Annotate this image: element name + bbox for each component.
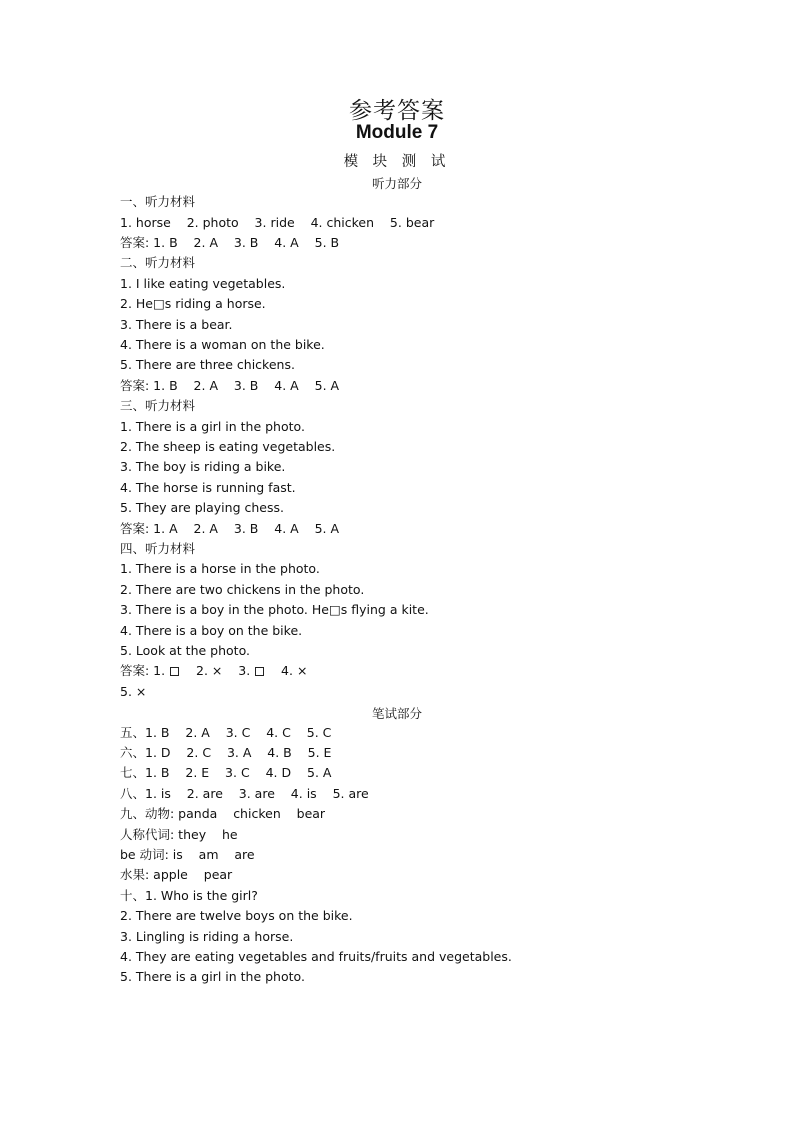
part2-title: 二、听力材料 [120,255,196,270]
written-line-7: 七、1. B 2. E 3. C 4. D 5. A [120,765,332,780]
part2-line-5: 5. There are three chickens. [120,357,295,372]
part3-line-3: 3. The boy is riding a bike. [120,459,286,474]
part1-answer: 答案: 1. B 2. A 3. B 4. A 5. B [120,235,340,250]
written-pronouns: 人称代词: they he [120,827,238,842]
part2-line-2: 2. He□s riding a horse. [120,296,266,311]
written-be-verbs: be 动词: is am are [120,847,255,862]
written-line-5: 五、1. B 2. A 3. C 4. C 5. C [120,725,332,740]
written-line-10-2: 2. There are twelve boys on the bike. [120,908,353,923]
written-fruits: 水果: apple pear [120,867,233,882]
check-box-icon [170,667,179,676]
part4-title: 四、听力材料 [120,541,196,556]
part4-answer [120,663,307,679]
part4-line-2: 2. There are two chickens in the photo. [120,582,365,597]
part2-line-3: 3. There is a bear. [120,317,233,332]
test-subtitle: 模 块 测 试 [343,154,451,170]
listening-heading: 听力部分 [371,176,422,191]
part3-line-2: 2. The sheep is eating vegetables. [120,439,336,454]
part3-line-5: 5. They are playing chess. [120,500,284,515]
part4-answer-5: 5. × [120,684,147,699]
page-title: 参考答案 [349,98,445,124]
part4-line-3: 3. There is a boy in the photo. He□s flying a kite. [120,602,429,617]
written-line-10-4: 4. They are eating vegetables and fruits/fruits and vegetables. [120,949,512,964]
written-line-10-1: 十、1. Who is the girl? [120,888,258,903]
part3-title: 三、听力材料 [120,398,196,413]
part4-answer-4: 4. × [265,663,308,678]
written-line-10-3: 3. Lingling is riding a horse. [120,929,294,944]
part4-line-1: 1. There is a horse in the photo. [120,561,320,576]
part2-line-1: 1. I like eating vegetables. [120,276,286,291]
written-heading: 笔试部分 [371,706,422,721]
written-line-8: 八、1. is 2. are 3. are 4. is 5. are [120,786,369,801]
written-line-10-5: 5. There is a girl in the photo. [120,969,305,984]
check-box-icon [255,667,264,676]
part3-line-1: 1. There is a girl in the photo. [120,419,305,434]
part4-answer-2: 2. × 3. [180,663,255,678]
part2-answer: 答案: 1. B 2. A 3. B 4. A 5. A [120,378,340,393]
part3-answer: 答案: 1. A 2. A 3. B 4. A 5. A [120,521,340,536]
part1-material: 1. horse 2. photo 3. ride 4. chicken 5. bear [120,215,435,230]
part4-line-4: 4. There is a boy on the bike. [120,623,303,638]
written-line-9: 九、动物: panda chicken bear [120,806,326,821]
part1-title: 一、听力材料 [120,194,196,209]
written-line-6: 六、1. D 2. C 3. A 4. B 5. E [120,745,332,760]
part4-line-5: 5. Look at the photo. [120,643,250,658]
part2-line-4: 4. There is a woman on the bike. [120,337,325,352]
module-title: Module 7 [355,122,439,143]
part3-line-4: 4. The horse is running fast. [120,480,296,495]
part4-answer-prefix: 答案: 1. [120,663,170,678]
